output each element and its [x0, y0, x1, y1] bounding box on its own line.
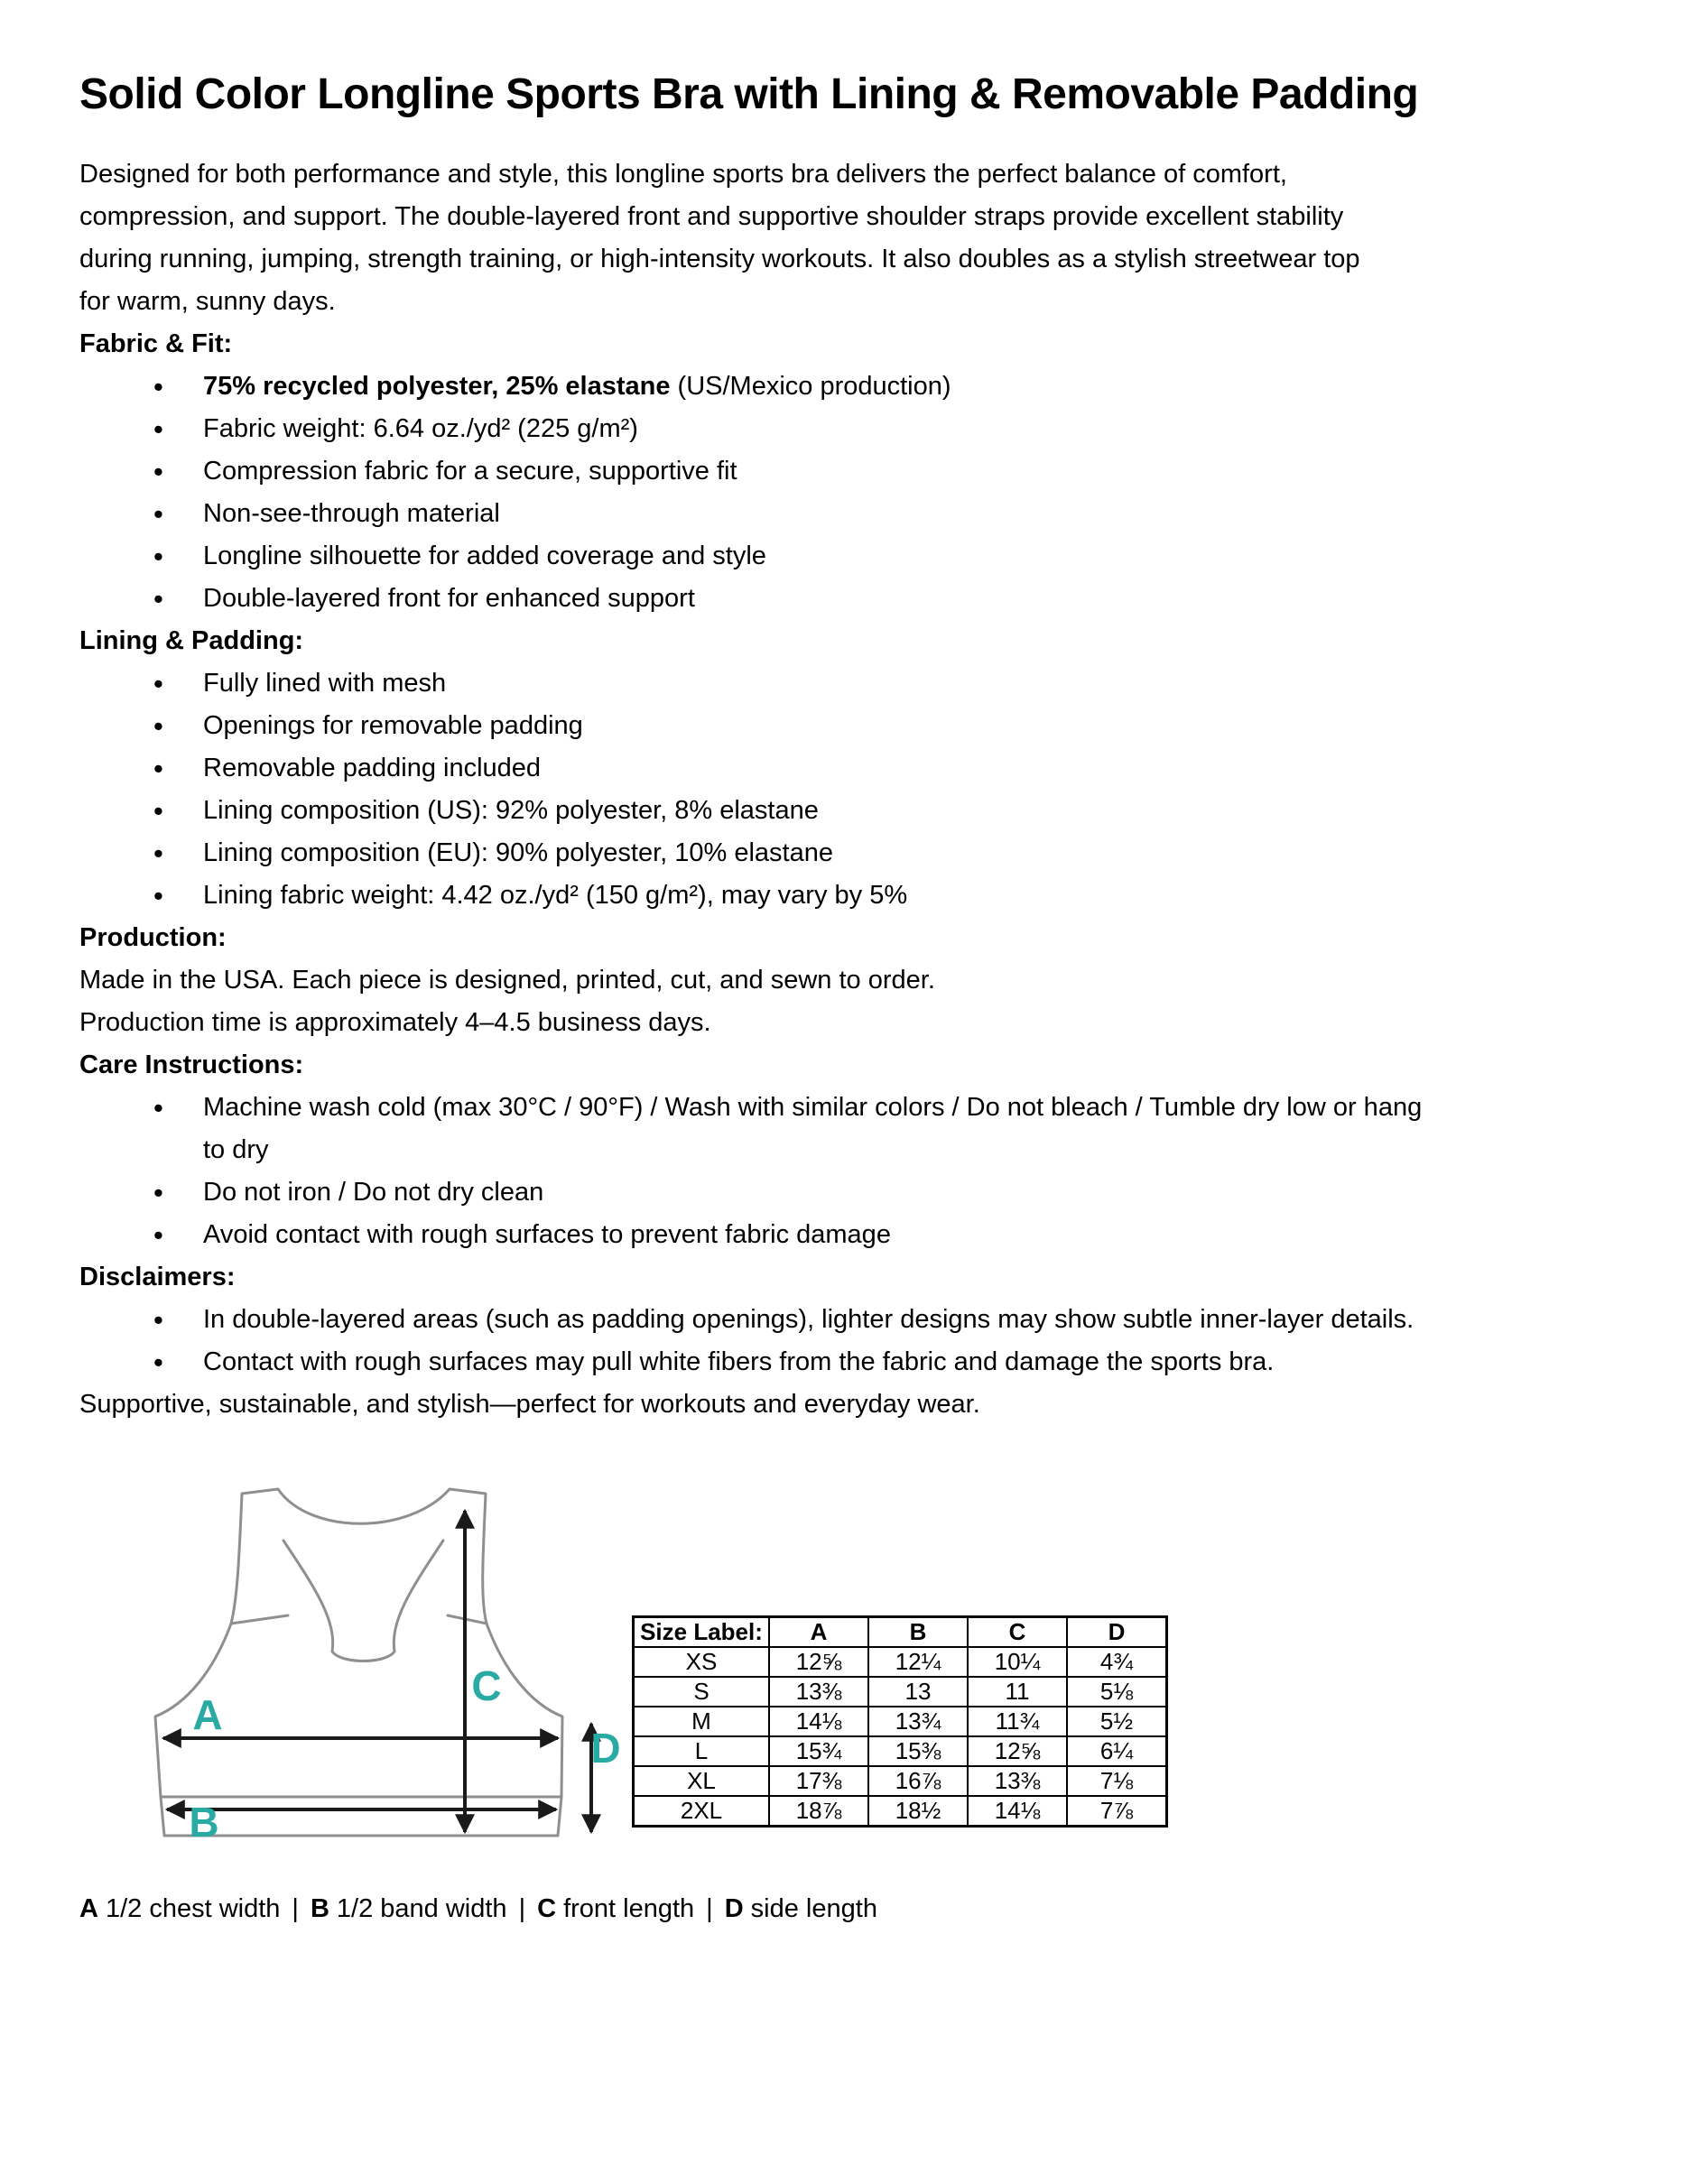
bra-racerback-curve-right: [394, 1541, 443, 1652]
legend-label: 1/2 chest width: [105, 1894, 281, 1923]
list-item: [79, 1087, 1609, 1171]
value-cell: 13: [868, 1677, 968, 1707]
value-cell: 13⅜: [769, 1677, 868, 1707]
legend-key: A: [79, 1894, 98, 1923]
measure-label-a: A: [192, 1691, 223, 1738]
production-line: Made in the USA. Each piece is designed, printed, cut, and sewn to order.: [79, 966, 935, 995]
care-instructions-list: [79, 1087, 1609, 1256]
disclaimers-list: [79, 1299, 1609, 1384]
bra-racerback-curve-left: [283, 1541, 333, 1652]
list-item: • Removable padding included: [79, 747, 1609, 790]
size-table-header-row: [634, 1617, 1167, 1648]
size-table-header: B: [868, 1617, 968, 1648]
value-cell: 4¾: [1067, 1647, 1167, 1677]
value-cell: 11: [968, 1677, 1067, 1707]
value-cell: 18⅞: [769, 1796, 868, 1827]
measure-label-c: C: [471, 1662, 502, 1709]
intro-line: compression, and support. The double-layered front and supportive shoulder straps provide excellent stability: [79, 202, 1344, 231]
value-cell: 11¾: [968, 1707, 1067, 1736]
size-table-header: Size Label:: [634, 1617, 770, 1648]
list-item: • Fabric weight: 6.64 oz./yd² (225 g/m²): [79, 408, 1609, 450]
section-heading-care-instructions: Care Instructions:: [79, 1050, 304, 1079]
bullet-line: to dry: [203, 1135, 269, 1164]
intro-paragraph: [79, 153, 1609, 323]
intro-line: Designed for both performance and style, this longline sports bra delivers the perfect balance of comfort,: [79, 160, 1287, 189]
section-heading-disclaimers: Disclaimers:: [79, 1263, 236, 1291]
list-item: • Openings for removable padding: [79, 705, 1609, 747]
list-item: • Lining composition (US): 92% polyester, 8% elastane: [79, 790, 1609, 832]
bra-racerback-scoop: [332, 1652, 394, 1661]
size-guide-figure: [79, 1440, 1609, 1874]
value-cell: 10¼: [968, 1647, 1067, 1677]
list-item: • Non-see-through material: [79, 493, 1609, 535]
value-cell: 5½: [1067, 1707, 1167, 1736]
list-item: • Double-layered front for enhanced support: [79, 578, 1609, 620]
value-cell: 17⅜: [769, 1766, 868, 1796]
bullet-bold-text: 75% recycled polyester, 25% elastane: [203, 372, 671, 401]
section-heading-lining-padding: Lining & Padding:: [79, 626, 304, 655]
list-item: [79, 366, 1609, 408]
intro-line: during running, jumping, strength training, or high-intensity workouts. It also doubles as a stylish streetwear top: [79, 245, 1360, 273]
list-item: • Do not iron / Do not dry clean: [79, 1171, 1609, 1214]
value-cell: 7⅞: [1067, 1796, 1167, 1827]
intro-line: for warm, sunny days.: [79, 287, 336, 316]
legend-label: front length: [563, 1894, 695, 1923]
list-item: • Fully lined with mesh: [79, 662, 1609, 705]
value-cell: 16⅞: [868, 1766, 968, 1796]
legend-key: D: [724, 1894, 744, 1923]
measure-label-b: B: [189, 1799, 219, 1846]
measurement-legend: [79, 1888, 1609, 1930]
bra-measurement-diagram: [107, 1458, 635, 1846]
legend-separator: |: [518, 1894, 526, 1923]
size-cell: XS: [634, 1647, 770, 1677]
bullet-text: (US/Mexico production): [670, 372, 951, 401]
size-table-header: A: [769, 1617, 868, 1648]
value-cell: 12¼: [868, 1647, 968, 1677]
lining-padding-list: [79, 662, 1609, 917]
list-item: • Avoid contact with rough surfaces to prevent fabric damage: [79, 1214, 1609, 1256]
list-item: • Lining fabric weight: 4.42 oz./yd² (150 g/m²), may vary by 5%: [79, 875, 1609, 917]
size-cell: S: [634, 1677, 770, 1707]
table-row: [634, 1707, 1167, 1736]
table-row: [634, 1677, 1167, 1707]
measure-label-d: D: [590, 1725, 621, 1772]
list-item: • Longline silhouette for added coverage and style: [79, 535, 1609, 578]
size-cell: XL: [634, 1766, 770, 1796]
value-cell: 14⅛: [769, 1707, 868, 1736]
value-cell: 13¾: [868, 1707, 968, 1736]
legend-separator: |: [292, 1894, 299, 1923]
table-row: [634, 1766, 1167, 1796]
value-cell: 7⅛: [1067, 1766, 1167, 1796]
value-cell: 15⅜: [868, 1736, 968, 1766]
value-cell: 12⅝: [769, 1647, 868, 1677]
bullet-line: • Machine wash cold (max 30°C / 90°F) / Wash with similar colors / Do not bleach / Tumble dry low or hang: [203, 1093, 1423, 1122]
size-table: [632, 1615, 1168, 1828]
legend-label: 1/2 band width: [336, 1894, 507, 1923]
table-row: [634, 1647, 1167, 1677]
table-row: [634, 1736, 1167, 1766]
production-line: Production time is approximately 4–4.5 business days.: [79, 1008, 711, 1037]
value-cell: 5⅛: [1067, 1677, 1167, 1707]
closing-statement: Supportive, sustainable, and stylish—perfect for workouts and everyday wear.: [79, 1390, 980, 1419]
table-row: [634, 1796, 1167, 1827]
size-cell: 2XL: [634, 1796, 770, 1827]
value-cell: 13⅜: [968, 1766, 1067, 1796]
legend-key: B: [310, 1894, 329, 1923]
value-cell: 18½: [868, 1796, 968, 1827]
value-cell: 12⅝: [968, 1736, 1067, 1766]
legend-label: side length: [750, 1894, 877, 1923]
list-item: • Compression fabric for a secure, supportive fit: [79, 450, 1609, 493]
page-title: Solid Color Longline Sports Bra with Lining & Removable Padding: [79, 70, 1419, 118]
legend-key: C: [537, 1894, 557, 1923]
size-table-header: D: [1067, 1617, 1167, 1648]
value-cell: 14⅛: [968, 1796, 1067, 1827]
legend-separator: |: [706, 1894, 713, 1923]
bra-strap-seam-left: [231, 1615, 288, 1624]
fabric-fit-list: [79, 366, 1609, 620]
value-cell: 15¾: [769, 1736, 868, 1766]
value-cell: 6¼: [1067, 1736, 1167, 1766]
size-table-header: C: [968, 1617, 1067, 1648]
bra-strap-seam-right: [448, 1615, 487, 1624]
size-cell: L: [634, 1736, 770, 1766]
list-item: • In double-layered areas (such as padding openings), lighter designs may show subtle inner-layer details.: [79, 1299, 1609, 1341]
section-heading-production: Production:: [79, 923, 227, 952]
list-item: • Contact with rough surfaces may pull white fibers from the fabric and damage the sports bra.: [79, 1341, 1609, 1384]
section-heading-fabric-fit: Fabric & Fit:: [79, 329, 233, 358]
list-item: • Lining composition (EU): 90% polyester, 10% elastane: [79, 832, 1609, 875]
size-cell: M: [634, 1707, 770, 1736]
